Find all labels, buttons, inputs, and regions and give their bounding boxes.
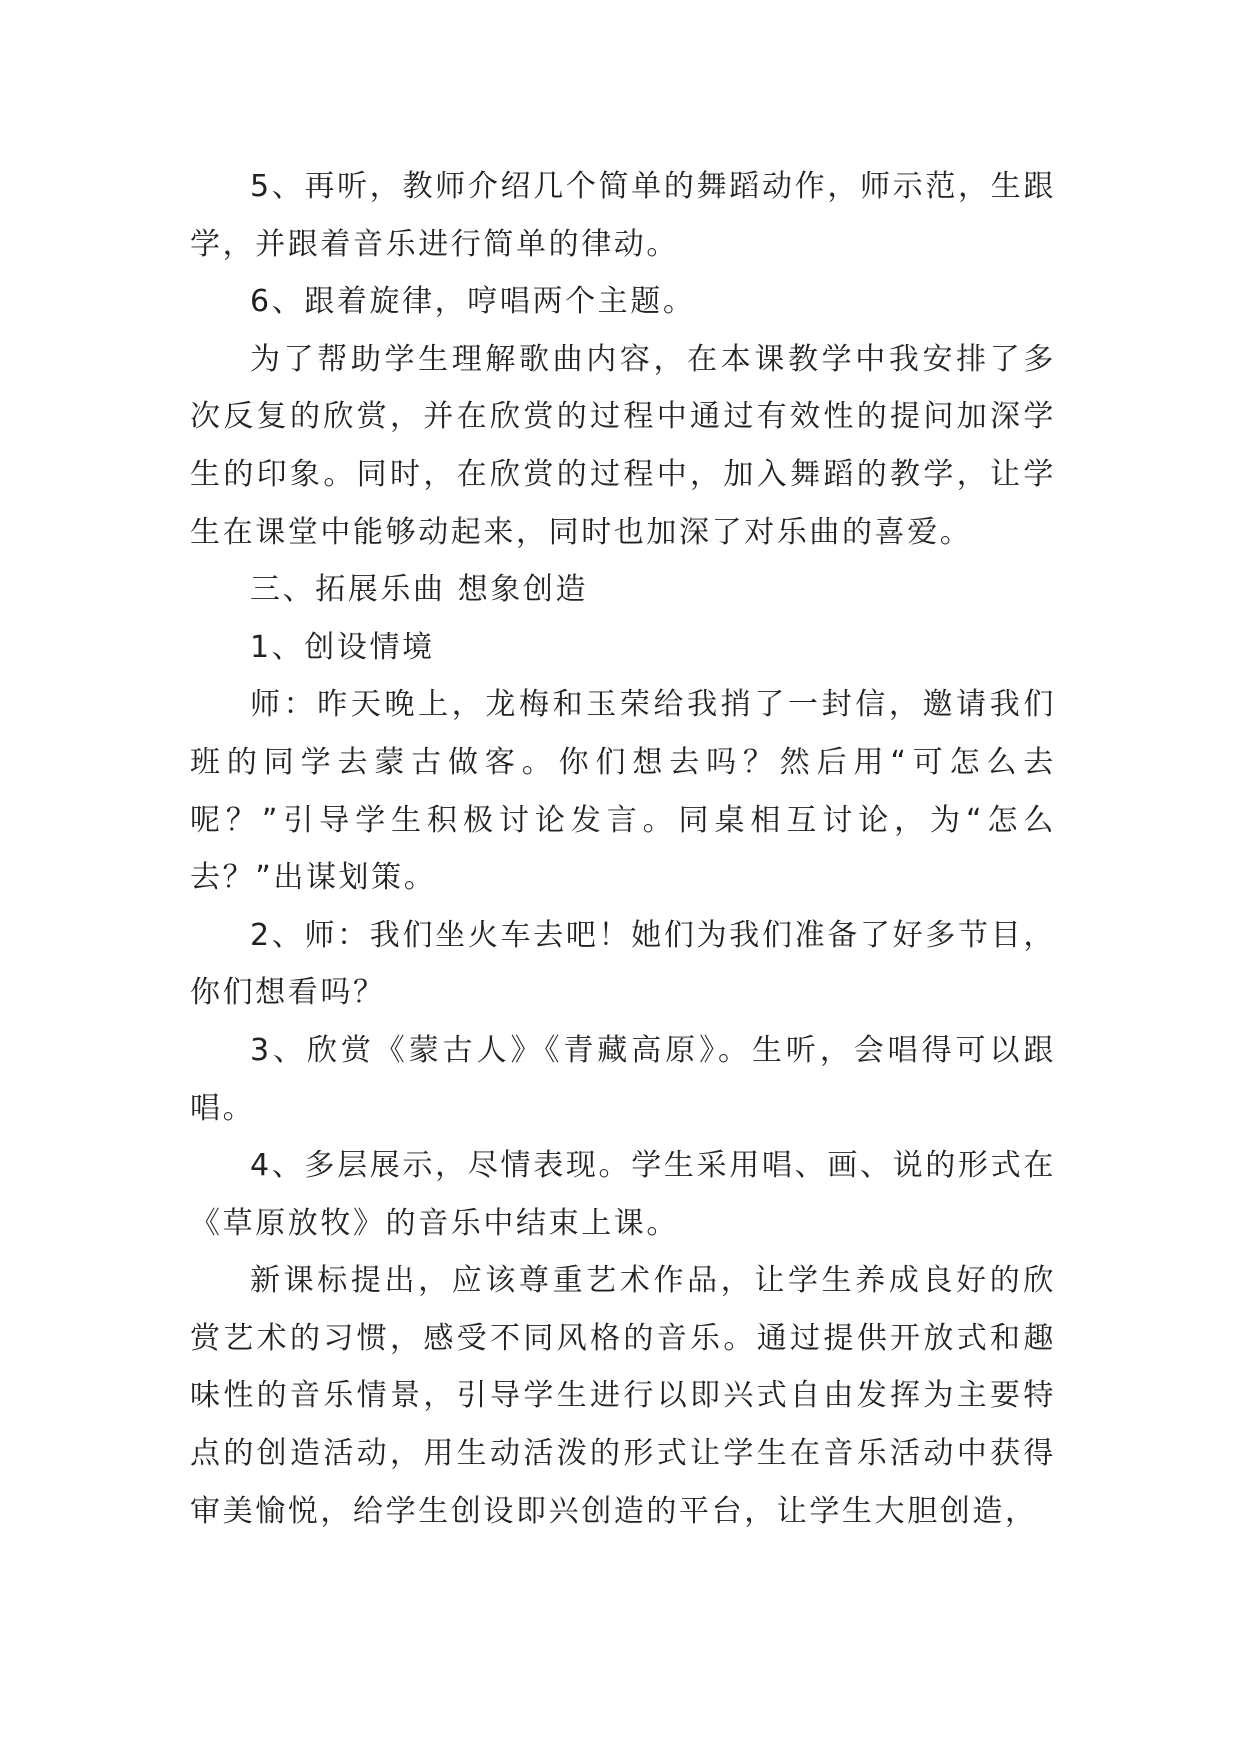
paragraph-step-2: 2、师：我们坐火车去吧！她们为我们准备了好多节目，你们想看吗？ [190, 917, 1056, 1011]
document-body [190, 158, 1056, 1540]
paragraph-step-5: 5、再听，教师介绍几个简单的舞蹈动作，师示范，生跟学，并跟着音乐进行简单的律动。 [190, 169, 1056, 262]
subheading-create-scene: 1、创设情境 [250, 629, 435, 665]
paragraph-step-3: 3、欣赏《蒙古人》《青藏高原》。生听，会唱得可以跟唱。 [190, 1032, 1056, 1126]
paragraph-appreciation-note: 为了帮助学生理解歌曲内容，在本课教学中我安排了多次反复的欣赏，并在欣赏的过程中通过有效性的提问加深学生的印象。同时，在欣赏的过程中，加入舞蹈的教学，让学生在课堂中能够动起来，同时也加深了对乐曲的喜爱。 [190, 341, 1056, 550]
paragraph-step-4: 4、多层展示，尽情表现。学生采用唱、画、说的形式在《草原放牧》的音乐中结束上课。 [190, 1148, 1056, 1241]
section-heading-3: 三、拓展乐曲 想象创造 [250, 572, 589, 608]
paragraph-curriculum-note: 新课标提出，应该尊重艺术作品，让学生养成良好的欣赏艺术的习惯，感受不同风格的音乐。通过提供开放式和趣味性的音乐情景，引导学生进行以即兴式自由发挥为主要特点的创造活动，用生动活泼的形式让学生在音乐活动中获得审美愉悦，给学生创设即兴创造的平台，让学生大胆创造， [190, 1263, 1056, 1529]
paragraph-teacher-letter: 师：昨天晚上，龙梅和玉荣给我捎了一封信，邀请我们班的同学去蒙古做客。你们想去吗？然后用“可怎么去呢？”引导学生积极讨论发言。同桌相互讨论，为“怎么去？”出谋划策。 [190, 687, 1056, 896]
paragraph-step-6: 6、跟着旋律，哼唱两个主题。 [250, 284, 696, 320]
